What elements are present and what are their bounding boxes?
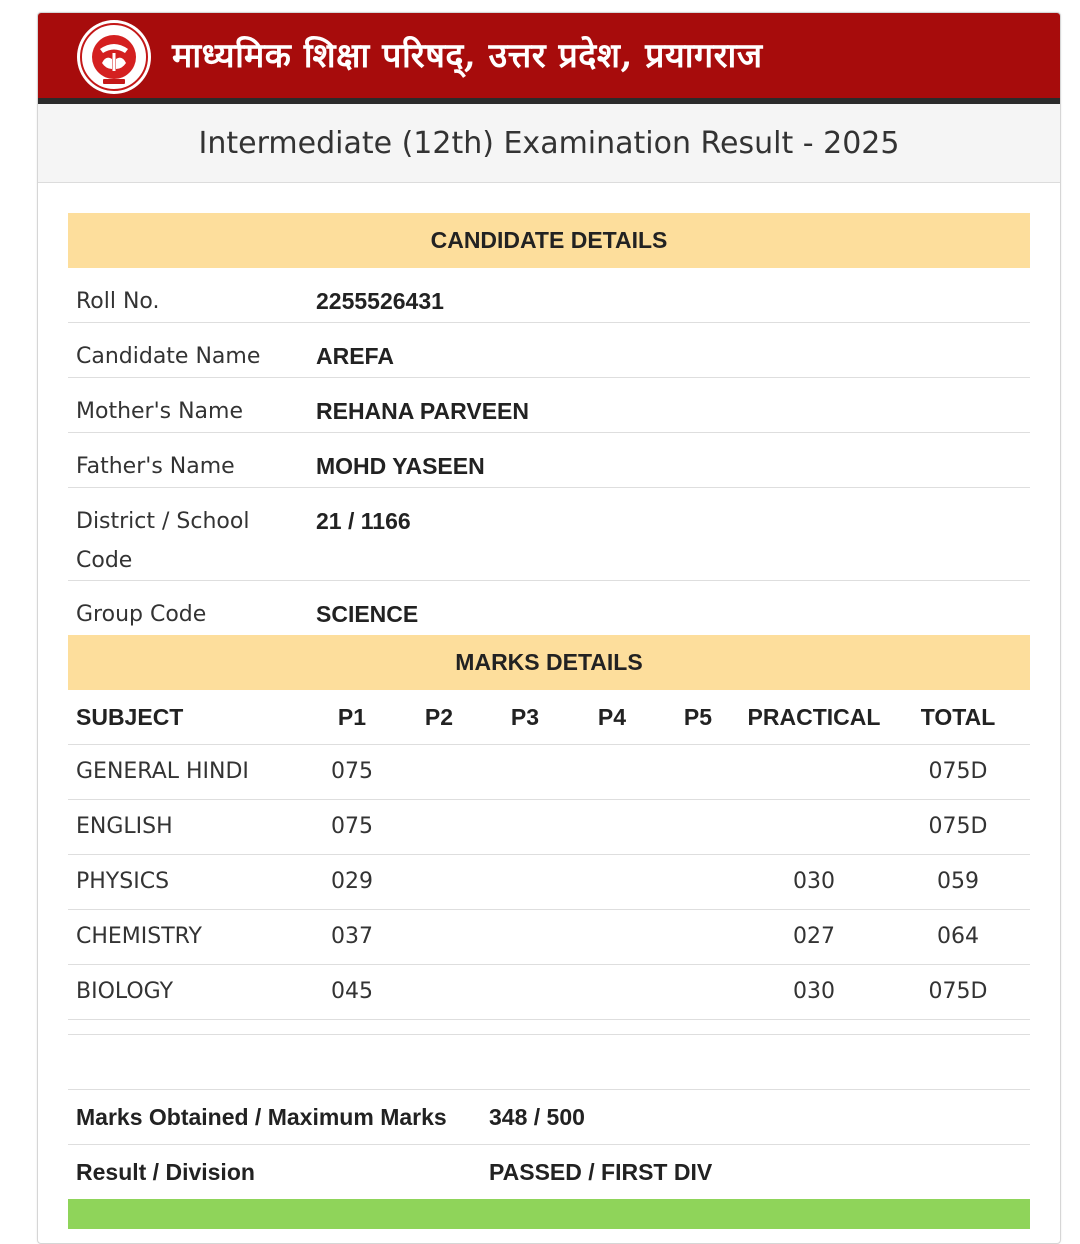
result-card — [37, 12, 1061, 1244]
result-row — [68, 1145, 1030, 1199]
subject-cell: GENERAL HINDI — [76, 759, 249, 784]
field-value: REHANA PARVEEN — [316, 398, 529, 424]
column-header: TOTAL — [920, 704, 996, 730]
practical-cell: 030 — [793, 869, 835, 894]
candidate-row-district — [68, 488, 1030, 581]
practical-cell: 030 — [793, 979, 835, 1004]
header-banner — [38, 13, 1060, 104]
candidate-details-heading: CANDIDATE DETAILS — [68, 213, 1030, 268]
p1-cell: 075 — [331, 759, 373, 784]
table-row — [68, 855, 1030, 910]
field-value: MOHD YASEEN — [316, 453, 485, 479]
column-header: PRACTICAL — [747, 704, 881, 730]
table-row — [68, 910, 1030, 965]
subject-cell: CHEMISTRY — [76, 924, 202, 949]
field-value: 21 / 1166 — [316, 508, 411, 534]
practical-cell: 027 — [793, 924, 835, 949]
table-row — [68, 745, 1030, 800]
result-label: Result / Division — [76, 1159, 255, 1185]
column-header: P5 — [683, 704, 713, 730]
p1-cell: 045 — [331, 979, 373, 1004]
marks-header-row — [68, 690, 1030, 745]
total-cell: 075D — [928, 979, 988, 1004]
result-status-bar — [68, 1199, 1030, 1229]
column-header: P2 — [424, 704, 454, 730]
column-header: P1 — [337, 704, 367, 730]
result-value: PASSED / FIRST DIV — [489, 1159, 713, 1185]
candidate-row-roll — [68, 268, 1030, 323]
total-cell: 075D — [928, 759, 988, 784]
column-header: P4 — [597, 704, 627, 730]
total-cell: 075D — [928, 814, 988, 839]
candidate-row-name — [68, 323, 1030, 378]
field-label: Candidate Name — [76, 344, 261, 369]
marks-obtained-value: 348 / 500 — [489, 1104, 585, 1130]
field-value: 2255526431 — [316, 288, 444, 314]
p1-cell: 037 — [331, 924, 373, 949]
subject-cell: PHYSICS — [76, 869, 170, 894]
org-title: माध्यमिक शिक्षा परिषद्, उत्तर प्रदेश, प्रयागराज — [172, 36, 763, 76]
total-cell: 064 — [937, 924, 979, 949]
candidate-row-father — [68, 433, 1030, 488]
field-value: AREFA — [316, 343, 394, 369]
field-label: District / School Code — [76, 509, 250, 573]
table-row — [68, 800, 1030, 855]
field-label: Mother's Name — [76, 399, 243, 424]
field-label: Roll No. — [76, 289, 160, 314]
subject-cell: BIOLOGY — [76, 979, 174, 1004]
column-header: SUBJECT — [76, 704, 184, 730]
candidate-row-group — [68, 581, 1030, 635]
up-govt-emblem-icon — [76, 19, 152, 95]
field-value: SCIENCE — [316, 601, 419, 627]
subject-cell: ENGLISH — [76, 814, 173, 839]
field-label: Group Code — [76, 602, 207, 627]
table-row — [68, 965, 1030, 1020]
table-spacer-row — [68, 1035, 1030, 1090]
practical-cell — [744, 745, 884, 799]
p1-cell: 075 — [331, 814, 373, 839]
marks-obtained-label: Marks Obtained / Maximum Marks — [76, 1104, 447, 1130]
total-cell: 059 — [937, 869, 979, 894]
marks-obtained-row — [68, 1090, 1030, 1145]
exam-title: Intermediate (12th) Examination Result - 2025 — [38, 104, 1060, 183]
column-header: P3 — [510, 704, 540, 730]
table-spacer-row — [68, 1020, 1030, 1035]
marks-details-heading: MARKS DETAILS — [68, 635, 1030, 690]
practical-cell — [744, 800, 884, 854]
p1-cell: 029 — [331, 869, 373, 894]
field-label: Father's Name — [76, 454, 235, 479]
candidate-row-mother — [68, 378, 1030, 433]
